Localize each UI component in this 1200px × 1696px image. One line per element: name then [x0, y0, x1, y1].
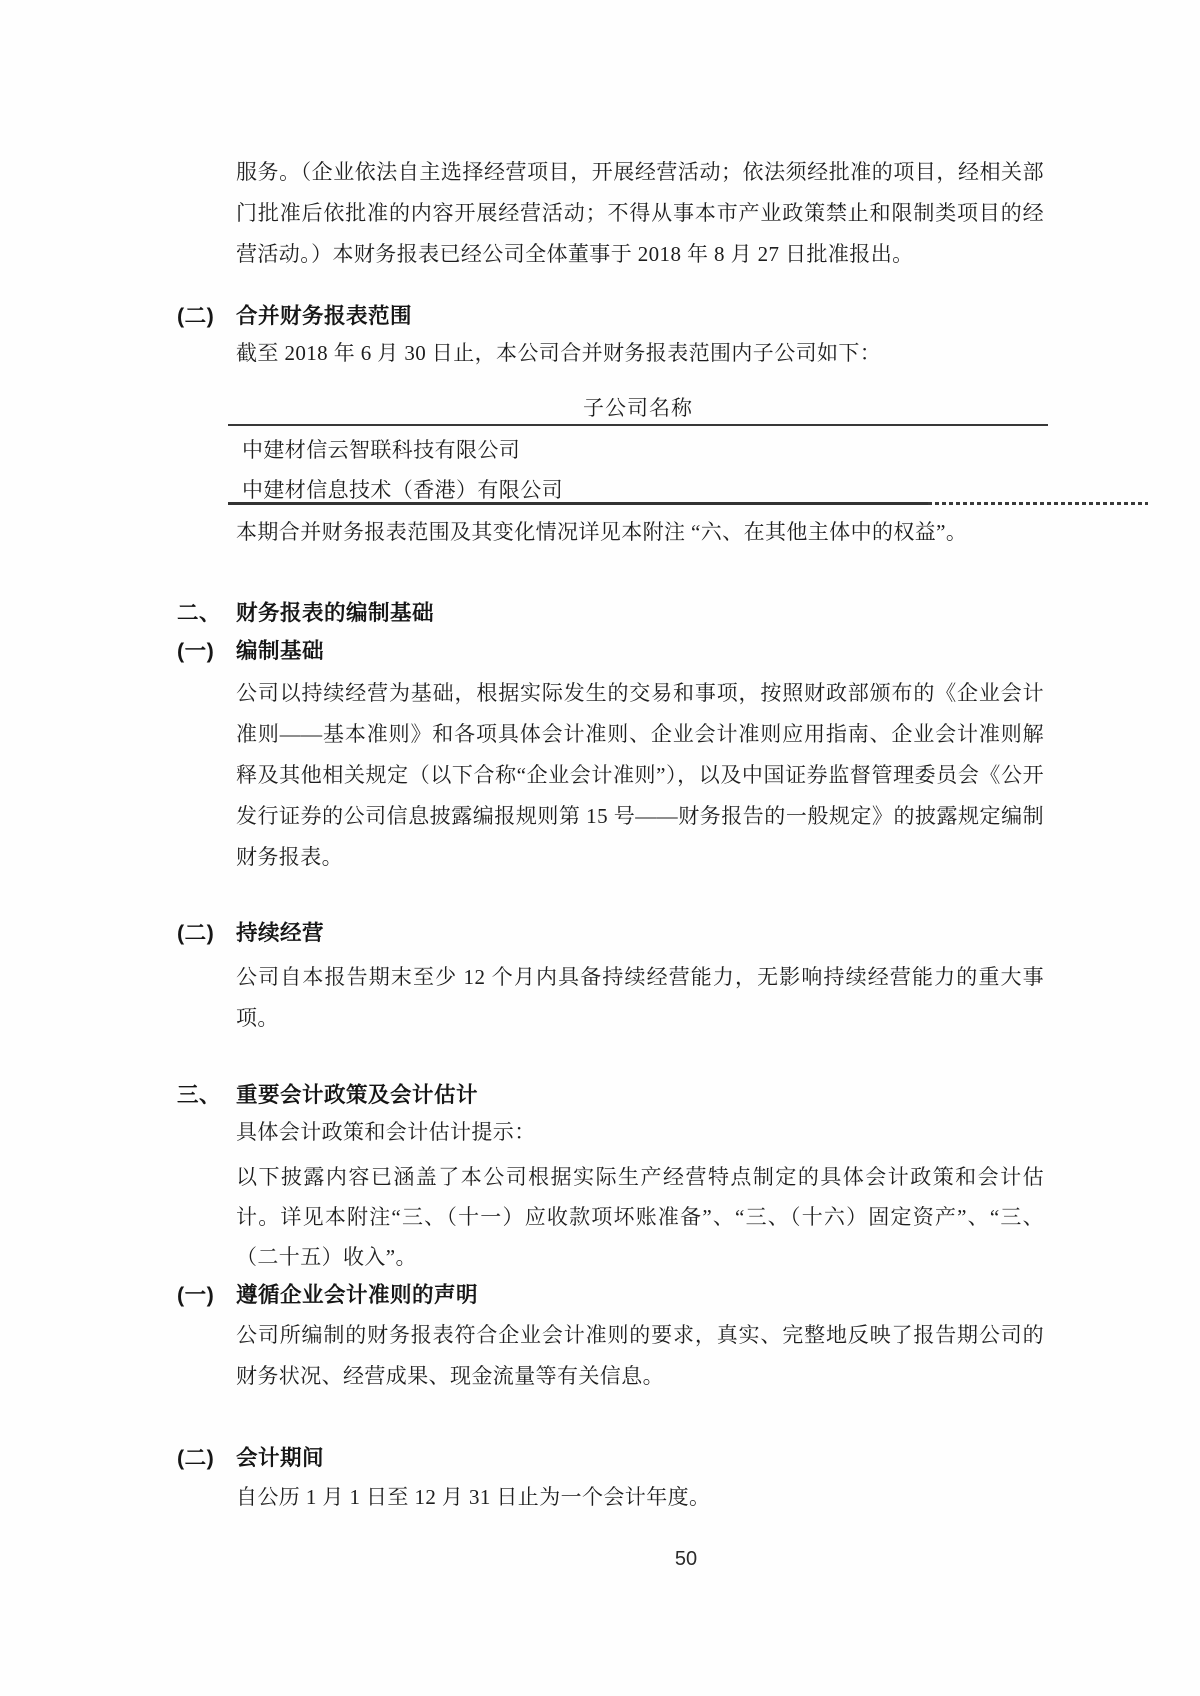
- policies-sub2-label: (二): [177, 1446, 215, 1470]
- policies-sub2-title: 会计期间: [236, 1446, 325, 1470]
- policies-lead-text: 具体会计政策和会计估计提示：: [236, 1120, 536, 1144]
- policies-sub1-title: 遵循企业会计准则的声明: [236, 1283, 479, 1307]
- basis-sub2-title: 持续经营: [236, 921, 325, 945]
- table-bottom-rule-solid: [228, 502, 928, 505]
- section-policies-heading: [177, 1075, 478, 1116]
- policies-sub1-body-text: 公司所编制的财务报表符合企业会计准则的要求，真实、完整地反映了报告期公司的财务状况、经营成果、现金流量等有关信息。: [236, 1323, 1044, 1388]
- subsidiaries-table-header: 子公司名称: [583, 396, 693, 420]
- policies-sub2-body-text: 自公历 1 月 1 日至 12 月 31 日止为一个会计年度。: [236, 1485, 711, 1509]
- basis-sub1-title: 编制基础: [236, 639, 325, 663]
- consolidation-note-text: 本期合并财务报表范围及其变化情况详见本附注 “六、在其他主体中的权益”。: [236, 520, 968, 544]
- section-basis-label: 二、: [177, 601, 222, 625]
- table-row: 中建材信云智联科技有限公司: [242, 438, 521, 462]
- table-bottom-rule-dotted: [928, 502, 1148, 505]
- consolidation-lead-text: 截至 2018 年 6 月 30 日止，本公司合并财务报表范围内子公司如下：: [236, 341, 882, 365]
- section-policies-label: 三、: [177, 1083, 222, 1107]
- page-number: 50: [674, 1548, 698, 1570]
- intro-paragraph: 服务。（企业依法自主选择经营项目，开展经营活动；依法须经批准的项目，经相关部门批准后依批准的内容开展经营活动；不得从事本市产业政策禁止和限制类项目的经营活动。）本财务报表已经公司全体董事于 2018 年 8 月 27 日批准报出。: [236, 160, 1044, 266]
- basis-sub2-heading: [177, 913, 324, 954]
- basis-sub2-body-text: 公司自本报告期末至少 12 个月内具备持续经营能力，无影响持续经营能力的重大事项。: [236, 965, 1044, 1030]
- section-basis-title: 财务报表的编制基础: [236, 601, 435, 625]
- table-bottom-rule: [228, 502, 1148, 505]
- section-policies-title: 重要会计政策及会计估计: [236, 1083, 479, 1107]
- section-consolidation-label: (二): [177, 304, 215, 328]
- policies-sub2-heading: [177, 1438, 324, 1479]
- basis-sub2-label: (二): [177, 921, 215, 945]
- section-consolidation-heading: [177, 296, 412, 337]
- basis-sub1-heading: [177, 631, 324, 672]
- basis-sub1-label: (一): [177, 639, 215, 663]
- section-consolidation-title: 合并财务报表范围: [236, 304, 413, 328]
- section-basis-heading: [177, 593, 434, 634]
- table-row: 中建材信息技术（香港）有限公司: [242, 478, 563, 502]
- policies-sub1-label: (一): [177, 1283, 215, 1307]
- policies-sub1-heading: [177, 1275, 478, 1316]
- table-header-rule: [228, 424, 1048, 426]
- policies-body-text: 以下披露内容已涵盖了本公司根据实际生产经营特点制定的具体会计政策和会计估计。详见本附注“三、（十一）应收款项坏账准备”、“三、（十六）固定资产”、“三、（二十五）收入”。: [236, 1165, 1044, 1269]
- basis-sub1-body-text: 公司以持续经营为基础，根据实际发生的交易和事项，按照财政部颁布的《企业会计准则——基本准则》和各项具体会计准则、企业会计准则应用指南、企业会计准则解释及其他相关规定（以下合称“企业会计准则”），以及中国证券监督管理委员会《公开发行证券的公司信息披露编报规则第 15 号——财务报告的一般规定》的披露规定编制财务报表。: [236, 681, 1044, 869]
